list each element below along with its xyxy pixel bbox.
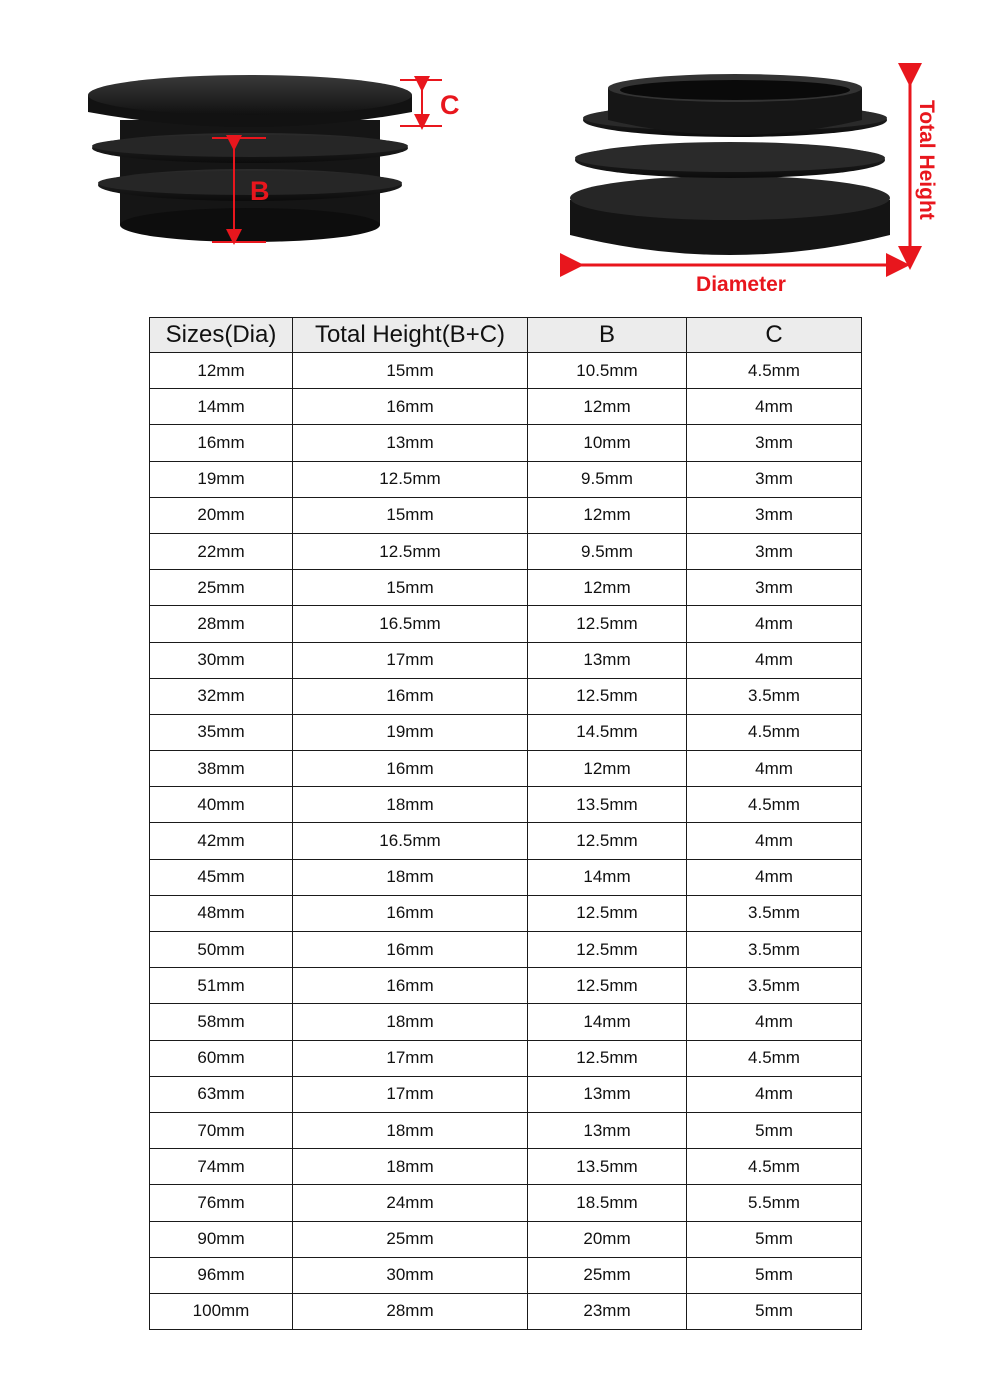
b-cell: 13mm [528, 642, 687, 678]
b-cell: 10.5mm [528, 353, 687, 389]
size-cell: 22mm [150, 533, 293, 569]
size-cell: 30mm [150, 642, 293, 678]
size-cell: 35mm [150, 714, 293, 750]
label-diameter: Diameter [696, 273, 786, 296]
size-cell: 32mm [150, 678, 293, 714]
b-cell: 9.5mm [528, 461, 687, 497]
total-height-cell: 24mm [293, 1185, 528, 1221]
total-height-cell: 18mm [293, 1149, 528, 1185]
c-cell: 3.5mm [687, 932, 862, 968]
size-cell: 70mm [150, 1112, 293, 1148]
total-height-cell: 15mm [293, 497, 528, 533]
size-cell: 45mm [150, 859, 293, 895]
total-height-cell: 18mm [293, 1112, 528, 1148]
header-total-height: Total Height(B+C) [293, 318, 528, 353]
table-body [150, 353, 862, 1330]
total-height-cell: 13mm [293, 425, 528, 461]
total-height-cell: 16mm [293, 895, 528, 931]
size-cell: 76mm [150, 1185, 293, 1221]
size-cell: 40mm [150, 787, 293, 823]
total-height-cell: 15mm [293, 570, 528, 606]
table-row [150, 751, 862, 787]
total-height-cell: 28mm [293, 1293, 528, 1329]
size-cell: 38mm [150, 751, 293, 787]
table-row [150, 642, 862, 678]
b-cell: 12.5mm [528, 678, 687, 714]
c-cell: 3mm [687, 425, 862, 461]
c-cell: 4.5mm [687, 1149, 862, 1185]
total-height-cell: 12.5mm [293, 461, 528, 497]
b-cell: 12.5mm [528, 932, 687, 968]
table-row [150, 714, 862, 750]
table-header-row [150, 318, 862, 353]
b-cell: 23mm [528, 1293, 687, 1329]
c-cell: 3mm [687, 461, 862, 497]
b-cell: 12.5mm [528, 1040, 687, 1076]
c-cell: 4.5mm [687, 787, 862, 823]
c-cell: 4mm [687, 389, 862, 425]
table-row [150, 570, 862, 606]
header-b: B [528, 318, 687, 353]
total-height-cell: 30mm [293, 1257, 528, 1293]
size-cell: 100mm [150, 1293, 293, 1329]
c-cell: 3.5mm [687, 895, 862, 931]
size-cell: 51mm [150, 968, 293, 1004]
c-cell: 5mm [687, 1221, 862, 1257]
size-cell: 50mm [150, 932, 293, 968]
total-height-cell: 17mm [293, 1076, 528, 1112]
b-cell: 12.5mm [528, 606, 687, 642]
table-row [150, 425, 862, 461]
b-cell: 25mm [528, 1257, 687, 1293]
b-cell: 14.5mm [528, 714, 687, 750]
b-cell: 12mm [528, 497, 687, 533]
total-height-cell: 15mm [293, 353, 528, 389]
size-cell: 28mm [150, 606, 293, 642]
size-cell: 19mm [150, 461, 293, 497]
b-cell: 12mm [528, 389, 687, 425]
b-cell: 12mm [528, 751, 687, 787]
total-height-cell: 18mm [293, 787, 528, 823]
c-cell: 4.5mm [687, 353, 862, 389]
c-cell: 5.5mm [687, 1185, 862, 1221]
table-row [150, 823, 862, 859]
product-dimension-diagram [0, 0, 1000, 310]
c-cell: 4.5mm [687, 1040, 862, 1076]
table-row [150, 533, 862, 569]
size-cell: 16mm [150, 425, 293, 461]
c-cell: 4mm [687, 606, 862, 642]
c-cell: 4mm [687, 642, 862, 678]
b-cell: 13mm [528, 1112, 687, 1148]
c-cell: 3mm [687, 497, 862, 533]
total-height-cell: 16mm [293, 968, 528, 1004]
header-size: Sizes(Dia) [150, 318, 293, 353]
size-cell: 14mm [150, 389, 293, 425]
table-row [150, 1293, 862, 1329]
c-cell: 5mm [687, 1257, 862, 1293]
b-cell: 13.5mm [528, 787, 687, 823]
table-row [150, 1149, 862, 1185]
b-cell: 9.5mm [528, 533, 687, 569]
total-height-cell: 16.5mm [293, 606, 528, 642]
total-height-cell: 18mm [293, 859, 528, 895]
table-row [150, 1257, 862, 1293]
b-cell: 12.5mm [528, 823, 687, 859]
table-row [150, 895, 862, 931]
end-cap-side-view [88, 75, 412, 242]
table-row [150, 859, 862, 895]
table-row [150, 968, 862, 1004]
total-height-cell: 18mm [293, 1004, 528, 1040]
table-row [150, 389, 862, 425]
label-b: B [250, 176, 270, 206]
size-spec-table [149, 317, 862, 1330]
c-cell: 4mm [687, 1076, 862, 1112]
c-cell: 4mm [687, 751, 862, 787]
b-cell: 18.5mm [528, 1185, 687, 1221]
total-height-cell: 16mm [293, 932, 528, 968]
size-cell: 60mm [150, 1040, 293, 1076]
total-height-cell: 16mm [293, 389, 528, 425]
c-cell: 3mm [687, 570, 862, 606]
size-cell: 74mm [150, 1149, 293, 1185]
table-row [150, 1112, 862, 1148]
size-cell: 12mm [150, 353, 293, 389]
b-cell: 12mm [528, 570, 687, 606]
c-cell: 3mm [687, 533, 862, 569]
total-height-cell: 16mm [293, 751, 528, 787]
total-height-cell: 25mm [293, 1221, 528, 1257]
table-row [150, 1185, 862, 1221]
header-c: C [687, 318, 862, 353]
c-cell: 5mm [687, 1293, 862, 1329]
b-cell: 12.5mm [528, 968, 687, 1004]
b-cell: 10mm [528, 425, 687, 461]
total-height-cell: 19mm [293, 714, 528, 750]
table-row [150, 461, 862, 497]
size-cell: 96mm [150, 1257, 293, 1293]
b-cell: 13.5mm [528, 1149, 687, 1185]
total-height-cell: 12.5mm [293, 533, 528, 569]
c-cell: 4mm [687, 859, 862, 895]
size-cell: 90mm [150, 1221, 293, 1257]
total-height-cell: 17mm [293, 642, 528, 678]
table-row [150, 606, 862, 642]
c-cell: 3.5mm [687, 968, 862, 1004]
b-cell: 12.5mm [528, 895, 687, 931]
b-cell: 14mm [528, 859, 687, 895]
end-cap-bottom-view [570, 74, 890, 255]
table-row [150, 1040, 862, 1076]
table-row [150, 497, 862, 533]
label-total-height: Total Height [915, 100, 938, 220]
c-cell: 4mm [687, 1004, 862, 1040]
size-cell: 58mm [150, 1004, 293, 1040]
size-cell: 25mm [150, 570, 293, 606]
size-cell: 63mm [150, 1076, 293, 1112]
c-cell: 3.5mm [687, 678, 862, 714]
size-cell: 20mm [150, 497, 293, 533]
table-row [150, 1004, 862, 1040]
c-cell: 5mm [687, 1112, 862, 1148]
table-row [150, 1076, 862, 1112]
total-height-cell: 16mm [293, 678, 528, 714]
label-c: C [440, 90, 460, 120]
table-row [150, 787, 862, 823]
total-height-cell: 17mm [293, 1040, 528, 1076]
b-cell: 20mm [528, 1221, 687, 1257]
table-row [150, 353, 862, 389]
table-row [150, 678, 862, 714]
size-cell: 42mm [150, 823, 293, 859]
c-cell: 4mm [687, 823, 862, 859]
table-row [150, 1221, 862, 1257]
total-height-cell: 16.5mm [293, 823, 528, 859]
c-cell: 4.5mm [687, 714, 862, 750]
b-cell: 14mm [528, 1004, 687, 1040]
table-row [150, 932, 862, 968]
b-cell: 13mm [528, 1076, 687, 1112]
size-cell: 48mm [150, 895, 293, 931]
